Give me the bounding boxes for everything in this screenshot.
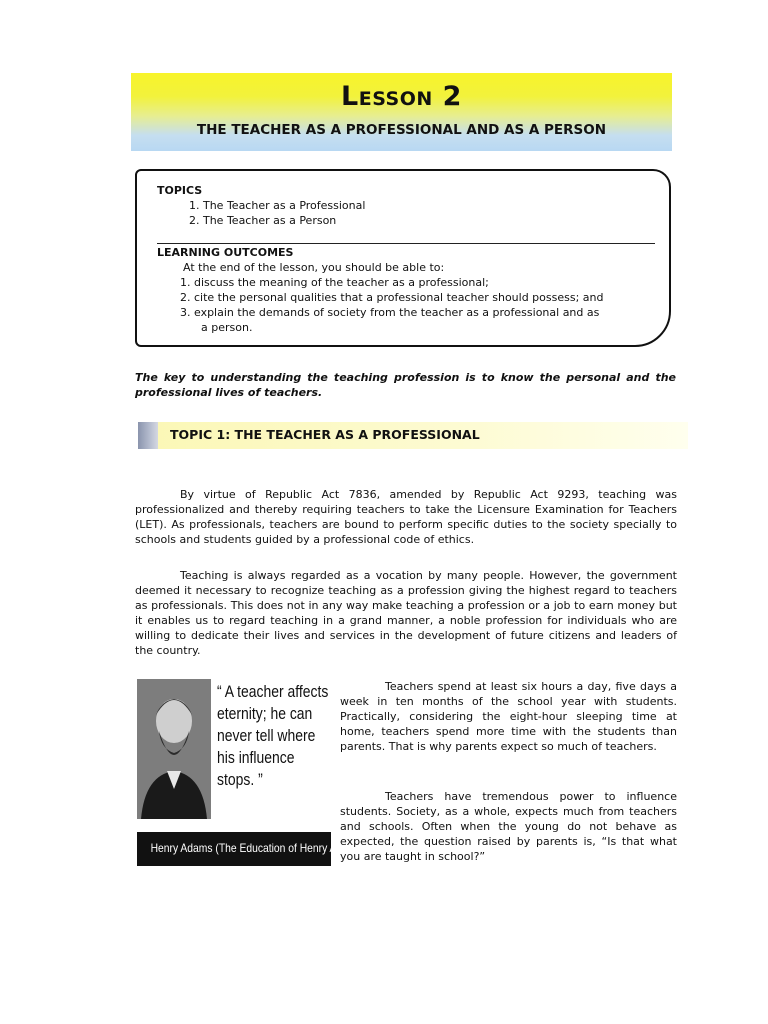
caption-bar — [137, 832, 366, 866]
outcomes-heading: LEARNING OUTCOMES — [157, 246, 294, 259]
outcomes-lead: At the end of the lesson, you should be able to: — [183, 261, 445, 274]
intro-statement: The key to understanding the teaching profession is to know the personal and the professional lives of teachers. — [135, 371, 676, 399]
lesson-subtitle: THE TEACHER AS A PROFESSIONAL AND AS A PERSON — [196, 122, 607, 138]
paragraph-4: Teachers have tremendous power to influence students. Society, as a whole, expects much from teachers and schools. Often when the young do not behave as expected, the question raised by parents is, “Is that what you are taught in school?” — [340, 790, 677, 863]
figure-caption: Henry Adams (The Education of Henry Adams) — [150, 841, 366, 855]
quote-text — [217, 681, 329, 791]
lesson-title: Lesson 2 — [341, 81, 462, 112]
outcome-item-1: 1. discuss the meaning of the teacher as a professional; — [180, 276, 489, 289]
quote-line: stops. ” — [217, 770, 263, 789]
quote-line: “ A teacher affects — [217, 682, 329, 701]
portrait-photo — [137, 679, 211, 819]
topics-heading: TOPICS — [157, 184, 203, 197]
topic-accent — [138, 422, 158, 449]
topics-outcomes-box — [135, 169, 671, 347]
portrait-icon — [137, 679, 211, 819]
topic-1-label: TOPIC 1: THE TEACHER AS A PROFESSIONAL — [170, 427, 480, 442]
lesson-banner — [131, 73, 672, 151]
paragraph-1: By virtue of Republic Act 7836, amended by Republic Act 9293, teaching was professionalized and thereby requiring teachers to take the Licensure Examination for Teachers (LET). As professionals, teachers are bound to perform specific duties to the society specially to schools and students guided by a professional code of ethics. — [135, 488, 677, 546]
outcome-item-3: 3. explain the demands of society from the teacher as a professional and as — [180, 306, 600, 319]
outcome-item-3-cont: a person. — [201, 321, 253, 334]
quote-line: eternity; he can — [217, 704, 313, 723]
divider — [157, 243, 655, 244]
quote-line: his influence — [217, 748, 295, 767]
topic-item-2: 2. The Teacher as a Person — [189, 214, 337, 227]
outcome-item-2: 2. cite the personal qualities that a professional teacher should possess; and — [180, 291, 604, 304]
quote-figure — [137, 679, 366, 866]
paragraph-3: Teachers spend at least six hours a day, five days a week in ten months of the school year with students. Practically, considering the eight-hour sleeping time at home, teachers spend more time with the students than parents. That is why parents expect so much of teachers. — [340, 680, 677, 753]
topic-item-1: 1. The Teacher as a Professional — [189, 199, 366, 212]
topic-1-header — [138, 422, 688, 449]
paragraph-2: Teaching is always regarded as a vocation by many people. However, the government deemed it necessary to recognize teaching as a profession giving the highest regard to teachers as professionals. This does not in any way make teaching a profession or a job to earn money but it enables us to regard teaching in a grand manner, a noble profession for individuals who are willing to dedicate their lives and services in the development of future citizens and leaders of the country. — [135, 569, 677, 657]
quote-line: never tell where — [217, 726, 316, 745]
